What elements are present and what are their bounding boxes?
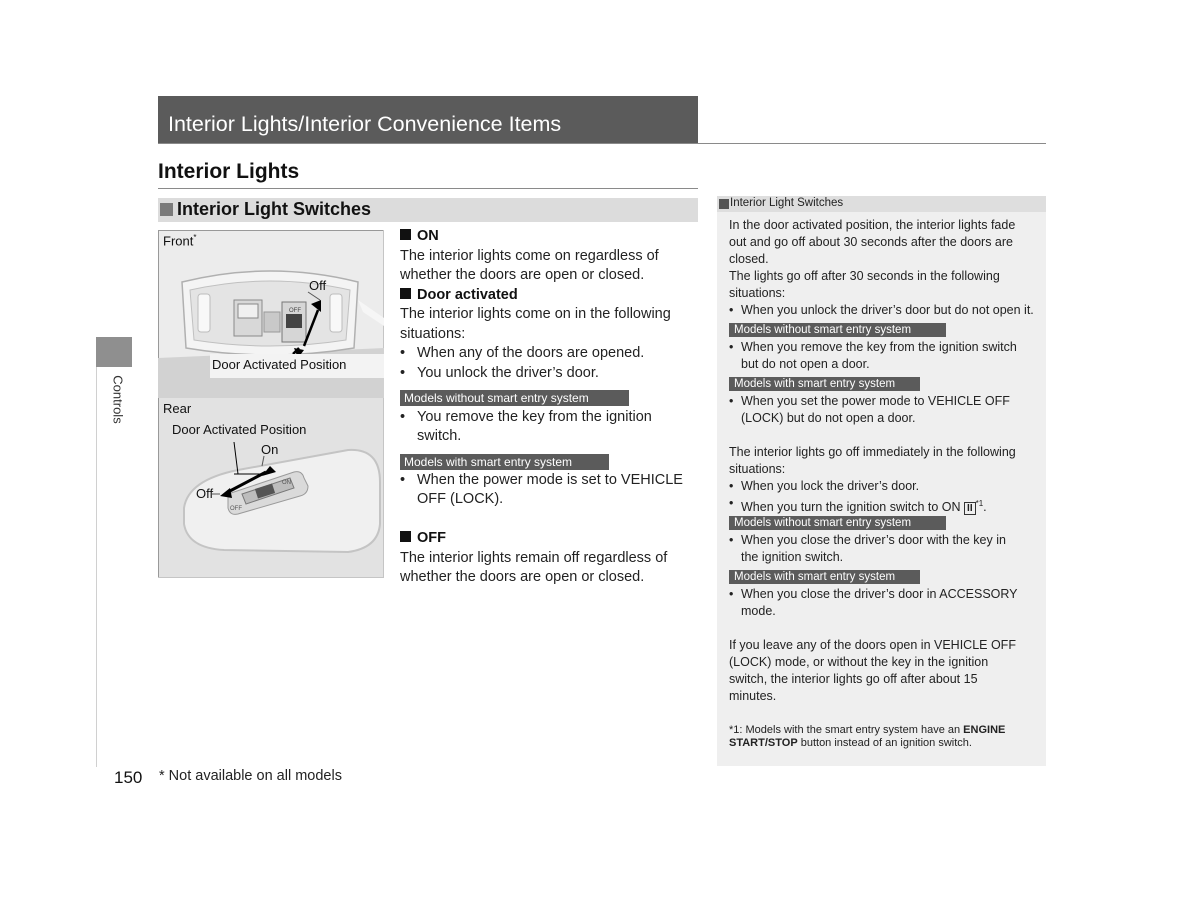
rear-label: Rear (163, 401, 192, 416)
rear-off-callout: Off (196, 486, 214, 501)
models-with-smart-entry-tag: Models with smart entry system (400, 454, 609, 470)
note-text: If you leave any of the doors open in VEHICLE OFF (729, 638, 1016, 652)
reference-arrow-icon (719, 199, 729, 209)
note-footnote: *1: Models with the smart entry system have an ENGINE (729, 724, 1006, 736)
chapter-tab-marker (96, 337, 132, 367)
note-header (717, 196, 1046, 212)
off-heading: OFF (400, 529, 446, 549)
front-off-callout: Off (309, 278, 327, 293)
ignition-position-key: II (964, 502, 976, 515)
note-text: situations: (729, 286, 786, 300)
note-text: The interior lights go off immediately in the following (729, 445, 1016, 459)
note-text: minutes. (729, 689, 777, 703)
door-text-line-1: The interior lights come on in the following (400, 306, 671, 322)
rear-door-callout: Door Activated Position (172, 422, 307, 437)
note-text: mode. (741, 604, 776, 618)
note-title: Interior Light Switches (730, 197, 844, 209)
note-models-without-tag: Models without smart entry system (729, 323, 946, 337)
section-title: Interior Lights/Interior Convenience Items (168, 112, 562, 136)
bullet-continuation: OFF (LOCK). (417, 491, 504, 507)
subsection-bar (158, 198, 698, 222)
square-bullet-icon (400, 531, 411, 542)
rear-on-callout: On (261, 442, 279, 457)
chapter-tab (108, 372, 136, 432)
note-models-without-tag: Models without smart entry system (729, 516, 946, 530)
front-label: Front* (163, 233, 197, 249)
on-text-line-2: whether the doors are open or closed. (400, 267, 645, 283)
page-title: Interior Lights (158, 160, 300, 183)
square-bullet-icon (400, 229, 411, 240)
front-light-illustration (158, 230, 384, 398)
note-models-with-tag: Models with smart entry system (729, 377, 920, 391)
page-number: 150 (114, 768, 143, 787)
square-bullet-icon (160, 203, 173, 216)
bullet-continuation: switch. (417, 428, 462, 444)
note-text: (LOCK) mode, or without the key in the ignition (729, 655, 989, 669)
front-console-drawing (158, 230, 384, 398)
note-text: (LOCK) but do not open a door. (741, 411, 916, 425)
subsection-title: Interior Light Switches (177, 199, 372, 219)
square-bullet-icon (400, 288, 411, 299)
on-text-line-1: The interior lights come on regardless of (400, 248, 659, 264)
note-models-with-tag: Models with smart entry system (729, 570, 920, 584)
note-text: closed. (729, 252, 769, 266)
note-text: but do not open a door. (741, 357, 870, 371)
door-text-line-2: situations: (400, 326, 466, 342)
models-without-smart-entry-tag: Models without smart entry system (400, 390, 629, 406)
banner-divider (158, 143, 1046, 144)
front-door-callout: Door Activated Position (212, 357, 347, 372)
note-text: In the door activated position, the interior lights fade (729, 218, 1016, 232)
off-text-line-2: whether the doors are open or closed. (400, 569, 645, 585)
note-text: the ignition switch. (741, 550, 844, 564)
note-text: situations: (729, 462, 786, 476)
note-footnote: START/STOP button instead of an ignition switch. (729, 737, 972, 749)
off-text-line-1: The interior lights remain off regardless of (400, 550, 668, 566)
section-banner (158, 96, 698, 144)
note-text: switch, the interior lights go off after about 15 (729, 672, 978, 686)
note-text: out and go off about 30 seconds after the doors are (729, 235, 1014, 249)
chapter-tab-label: Controls (110, 375, 126, 424)
title-divider (158, 188, 698, 189)
rear-light-illustration (158, 398, 384, 578)
footer-note: * Not available on all models (159, 768, 342, 784)
side-divider (96, 367, 97, 767)
svg-text:ON: ON (282, 480, 291, 486)
main-text-column: ON The interior lights come on regardless of whether the doors are open or closed. Door activated The interior lights come on in the following situations: • When any of the doors are opened. • You unlock the driver’s door. Models without smart entry system • You remove the key from the ignition switch. Models with smart entry system • When the power mode is set to VEHICLE OFF (LOCK). OFF The interior lights remain off regardless of whether the doors are open or closed. (400, 227, 700, 597)
svg-text:OFF: OFF (230, 506, 242, 512)
door-activated-heading: Door activated (400, 286, 518, 306)
on-heading: ON (400, 227, 439, 247)
side-note-panel: Interior Light Switches In the door activated position, the interior lights fade out and go off about 30 seconds after the doors are closed. The lights go off after 30 seconds in the following situations: • When you unlock the driver’s door but do not open it. Models without smart entry system • When you remove the key from the ignition switch but do not open a door. Models with smart entry system • When you set the power mode to VEHICLE OFF (LOCK) but do not open a door. The interior lights go off immediately in the following situations: • When you lock the driver’s door. • When you turn the ignition switch to ON II $^{*1}$. Models without smart entry system • When you close the driver’s door with the key in the ignition switch. Models with smart entry system • When you close the driver’s door in ACCESSORY mode. If you leave any of the doors open in VEHICLE OFF (LOCK) mode, or without the key in the ignition switch, the interior lights go off after about 15 minutes. *1: Models with the smart entry system have an ENGINE START/STOP button instead of an ignition switch. (717, 196, 1046, 766)
note-text: The lights go off after 30 seconds in the following (729, 269, 1000, 283)
svg-text:OFF: OFF (289, 308, 301, 314)
